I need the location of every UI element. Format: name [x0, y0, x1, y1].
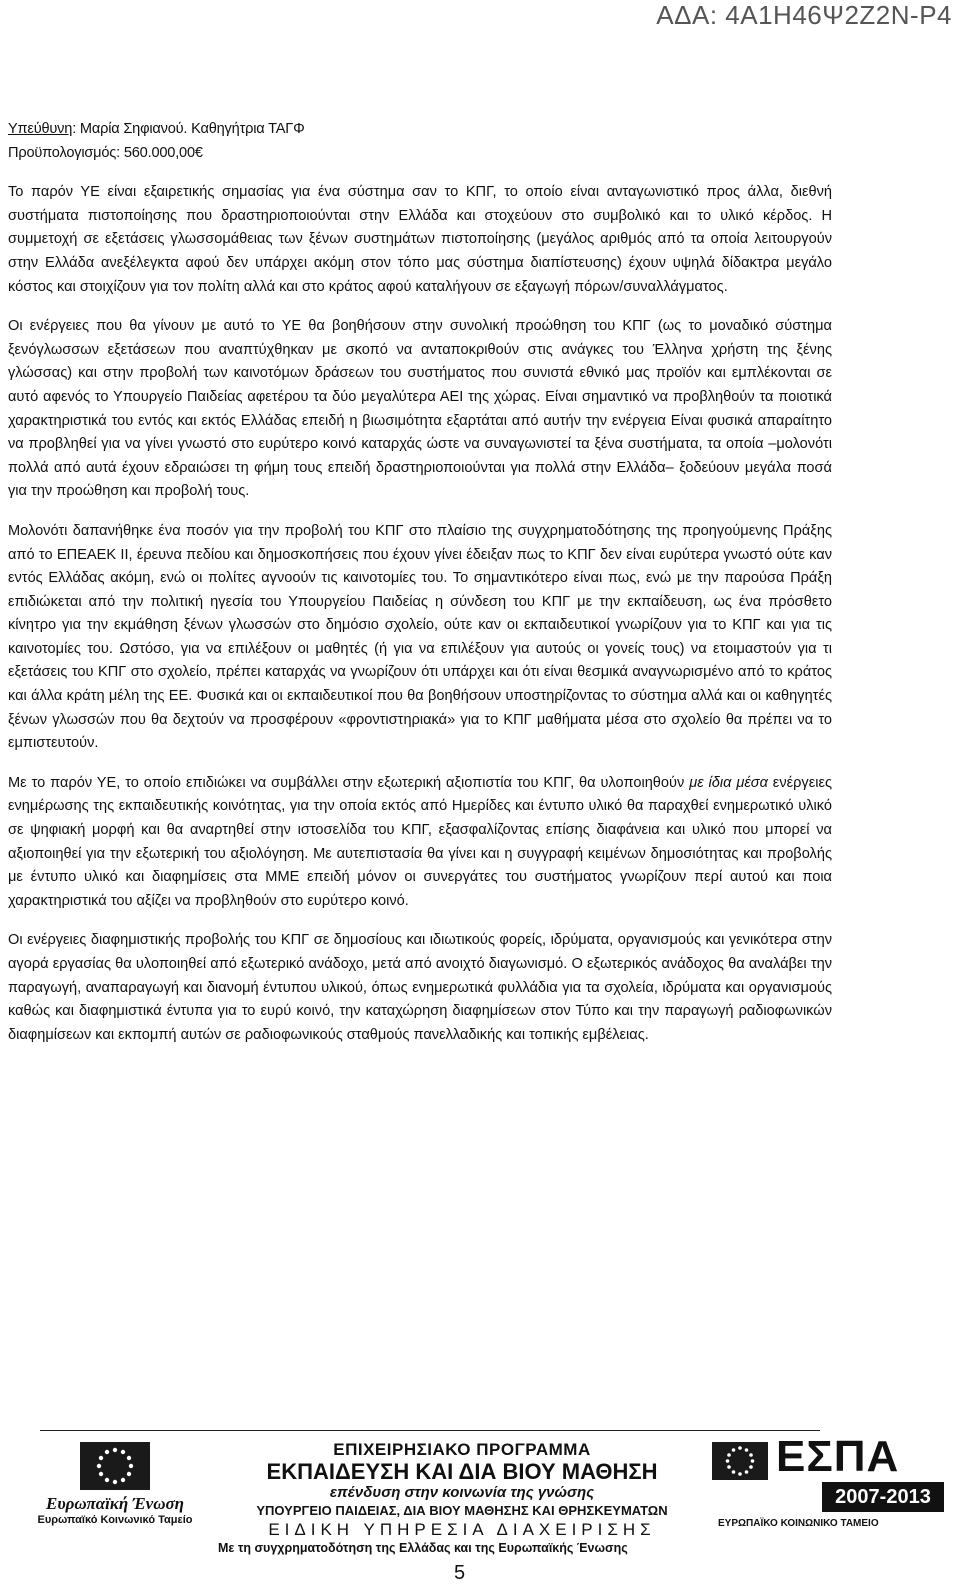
eu-title: Ευρωπαϊκή Ένωση [45, 1494, 184, 1513]
responsible-label: Υπεύθυνη [8, 121, 73, 137]
budget-line: Προϋπολογισμός: 560.000,00€ [8, 144, 203, 161]
paragraph-3: Μολονότι δαπανήθηκε ένα ποσόν για την προβολή του ΚΠΓ στο πλαίσιο της συγχρηματοδότησης της προηγούμενης Πράξης από το ΕΠΕΑΕΚ ΙΙ, έρευνα πεδίου και δημοσκοπήσεις που έχουν γίνει έδειξαν πως το ΚΠΓ δεν είναι ευρύτερα γνωστό ούτε καν εντός Ελλάδας ακόμη, ενώ οι πολίτες αγνοούν τις καινοτομίες του. Το σημαντικότερο είναι πως, ενώ με την παρούσα Πράξη επιδιώκεται από την πολιτική ηγεσία του Υπουργείου Παιδείας η σύνδεση του ΚΠΓ με την εκπαίδευση, ως ένα πρόσθετο κίνητρο για την εκμάθηση ξένων γλωσσών στο δημόσιο σχολείο, ούτε καν οι εκπαιδευτικοί γνωρίζουν για το ΚΠΓ και για τις καινοτομίες του. Ωστόσο, για να επιλέξουν οι μαθητές (ή για να επιλέξουν για αυτούς οι γονείς τους) να ετοιμαστούν για τι εξετάσεις του ΚΠΓ στο σχολείο, πρέπει καταρχάς να γνωρίζουν ότι υπάρχει και ότι είναι θεσμικά αναγνωρισμένο από το κράτος και άλλα κράτη μέλη της ΕΕ. Φυσικά και οι εκπαιδευτικοί που θα βοηθήσουν υποστηρίζοντας το σύστημα αλλά και οι καθηγητές ξένων γλωσσών που θα δεχτούν να προσφέρουν «φροντιστηριακά» για το ΚΠΓ μαθήματα μέσα στο σχολείο θα πρέπει να το εμπιστευτούν. [8, 522, 832, 752]
espa-subtitle: ΕΥΡΩΠΑΪΚΟ ΚΟΙΝΩΝΙΚΟ ΤΑΜΕΙΟ [718, 1518, 879, 1529]
paragraph-4-part-a: Με το παρόν ΥΕ, το οποίο επιδιώκει να συμβάλλει στην εξωτερική αξιοπιστία του ΚΠΓ, θα υλοποιηθούν [8, 774, 690, 791]
programme-line-2: ΕΚΠΑΙΔΕΥΣΗ ΚΑΙ ΔΙΑ ΒΙΟΥ ΜΑΘΗΣΗ [266, 1459, 658, 1484]
responsible-line [8, 118, 832, 142]
paragraph-1: Το παρόν ΥΕ είναι εξαιρετικής σημασίας για ένα σύστημα σαν το ΚΠΓ, το οποίο είναι ανταγωνιστικό προς άλλα, διεθνή συστήματα πιστοποίησης που δραστηριοποιούνται στην Ελλάδα και στοχεύουν στο συμβολικό και το υλικό κέρδος. Η συμμετοχή σε εξετάσεις γλωσσομάθειας των ξένων συστημάτων πιστοποίησης (μεγάλος αριθμός από τα οποία λειτουργούν στην Ελλάδα ανεξέλεγκτα αφού δεν υπάρχει ακόμη στον τόπο μας σύστημα διαπίστευσης) έχουν υψηλά δίδακτρα μεγάλο κόστος και στοιχίζουν για τον πολίτη αλλά και στο κράτος αφού καταλήγουν σε εξαγωγή πόρων/συναλλάγματος. [8, 184, 832, 295]
cofunding-note: Με τη συγχρηματοδότηση της Ελλάδας και της Ευρωπαϊκής Ένωσης [218, 1541, 628, 1555]
espa-years: 2007-2013 [822, 1482, 944, 1512]
page-number: 5 [454, 1562, 466, 1584]
paragraph-4 [8, 772, 832, 914]
programme-logo [222, 1440, 702, 1539]
paragraph-2: Οι ενέργειες που θα γίνουν με αυτό το ΥΕ θα βοηθήσουν στην συνολική προώθηση του ΚΠΓ (ως το μοναδικό σύστημα ξενόγλωσσων εξετάσεων που αναπτύχθηκαν με σκοπό να ανταποκριθούν στις ανάγκες του Έλληνα χρήστη της ξένης γλώσσας) και στην προβολή των καινοτόμων δράσεων του συστήματος που συνιστά εθνικό μας προϊόν και εμπλέκονται σε αυτό αφενός το Υπουργείο Παιδείας αφετέρου τα δύο μεγαλύτερα ΑΕΙ της χώρας. Είναι σημαντικό να προβληθούν τα ποιοτικά χαρακτηριστικά του εντός και εκτός Ελλάδας επειδή η βιωσιμότητα εξαρτάται από αυτήν την ενέργεια Είναι φυσικά απαραίτητο να προβληθεί για να γίνει γνωστό στο ευρύτερο κοινό καταρχάς ώστε να συναγωνιστεί τα ξένα συστήματα, τα οποία –μολονότι πολλά από αυτά έχουν εδραιώσει τη φήμη τους επειδή δραστηριοποιούνται για πολλά στην Ελλάδα– ξοδεύουν μεγάλα ποσά για την προώθηση και προβολή τους. [8, 318, 832, 500]
ada-code: ΑΔΑ: 4Α1Η46Ψ2Ζ2Ν-Ρ4 [656, 0, 952, 30]
paragraph-4-part-b: ενέργειες ενημέρωσης της εκπαιδευτικής κοινότητας, για την οποία εκτός από Ημερίδες και έντυπο υλικό θα παραχθεί ενημερωτικό υλικό σε ψηφιακή μορφή και θα αναρτηθεί στην ιστοσελίδα του ΚΠΓ, εξασφαλίζοντας επίσης διαφάνεια και υλικό που μπορεί να αξιοποιηθεί για την εξωτερική του αξιολόγηση. Με αυτεπιστασία θα γίνει και η συγγραφή κειμένων δημοσιότητας και προβολής με έντυπο υλικό και διαφημίσεις στα ΜΜΕ επειδή μόνον οι συνεργάτες του συστήματος γνωρίζουν περί αυτού και ποια χαρακτηριστικά του αξίζει να προβληθούν στο ευρύτερο κοινό. [8, 774, 833, 909]
footer-divider [40, 1430, 820, 1431]
paragraph-5: Οι ενέργειες διαφημιστικής προβολής του ΚΠΓ σε δημοσίους και ιδιωτικούς φορείς, ιδρύματα, οργανισμούς και γενικότερα στην αγορά εργασίας θα υλοποιηθεί από εξωτερικό ανάδοχο, μετά από ανοιχτό διαγωνισμό. Ο εξωτερικός ανάδοχος θα αναλάβει την παραγωγή, αναπαραγωγή και διανομή έντυπου υλικού, όπως ενημερωτικά φυλλάδια για τα σχολεία, ιδρύματα και οργανισμούς καθώς και διαφημιστικά έντυπα για το ευρύ κοινό, την καταχώρηση διαφημίσεων στον Τύπο και την παραγωγή ραδιοφωνικών διαφημίσεων και εκπομπή αυτών σε ραδιοφωνικούς σταθμούς πανελλαδικής και τοπικής εμβέλειας. [8, 932, 832, 1043]
responsible-value: : Μαρία Σηφιανού. Καθηγήτρια ΤΑΓΦ [72, 121, 305, 137]
managing-authority: ΕΙΔΙΚΗ ΥΠΗΡΕΣΙΑ ΔΙΑΧΕΙΡΙΣΗΣ [268, 1520, 656, 1539]
eu-subtitle: Ευρωπαϊκό Κοινωνικό Ταμείο [37, 1514, 193, 1526]
eu-flag-small-icon [712, 1442, 768, 1480]
document-body [8, 118, 832, 1047]
espa-name: ΕΣΠΑ [776, 1432, 900, 1481]
ministry-name: ΥΠΟΥΡΓΕΙΟ ΠΑΙΔΕΙΑΣ, ΔΙΑ ΒΙΟΥ ΜΑΘΗΣΗΣ ΚΑΙ ΘΡΗΣΚΕΥΜΑΤΩΝ [256, 1503, 668, 1518]
programme-slogan: επένδυση στην κοινωνία της γνώσης [329, 1484, 595, 1501]
eu-logo [10, 1442, 220, 1526]
paragraph-4-emphasis: με ίδια μέσα [689, 774, 768, 791]
espa-logo [712, 1432, 952, 1534]
eu-flag-icon [80, 1442, 150, 1490]
footer-logos [0, 1432, 960, 1539]
programme-line-1: ΕΠΙΧΕΙΡΗΣΙΑΚΟ ΠΡΟΓΡΑΜΜΑ [333, 1440, 591, 1459]
